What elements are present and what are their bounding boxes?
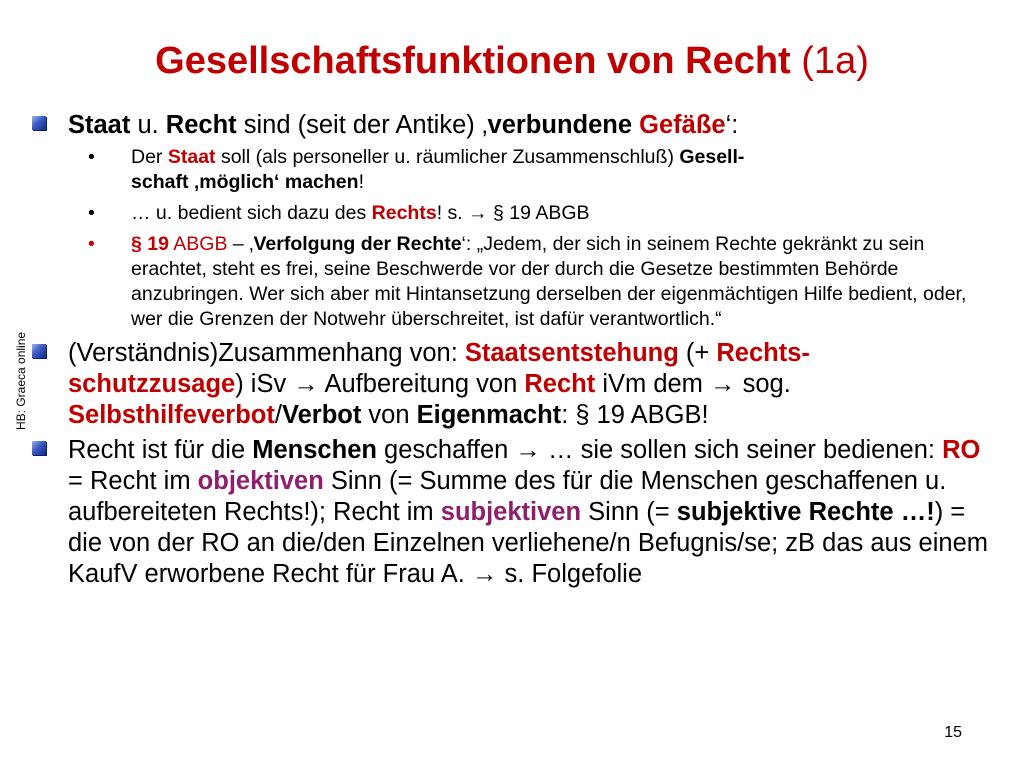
text-gesellschaft: Gesell- schaft ‚möglich‘ machen: [131, 146, 745, 193]
text-fragment: Recht ist für die: [68, 436, 253, 464]
text-gefaesse: Gefäße: [639, 111, 726, 139]
text-fragment: /: [274, 401, 282, 429]
sub-bullet-paragraph-19: [30, 232, 990, 332]
text-fragment: ‘:: [725, 111, 739, 139]
title-main: Gesellschaftsfunktionen von Recht: [155, 40, 791, 82]
text-recht: Recht: [165, 111, 237, 139]
text-fragment: geschaffen → … sie sollen sich seiner bedienen:: [376, 436, 943, 464]
square-bullet-icon: [32, 344, 46, 358]
text-fragment: soll (als personeller u. räumlicher Zusammenschluß): [215, 146, 680, 168]
text-subjektive-rechte: subjektive Rechte …!: [676, 498, 935, 526]
text-fragment: Der: [131, 146, 168, 168]
round-bullet-icon: •: [88, 202, 95, 224]
text-fragment: : § 19 ABGB!: [561, 401, 709, 429]
text-fragment: (Verständnis)Zusammenhang von:: [68, 339, 465, 367]
text-rechts: Rechts: [371, 202, 437, 224]
text-fragment: sind (seit der Antike) ‚: [236, 111, 488, 139]
text-abgb: ABGB: [168, 233, 228, 255]
text-fragment: ) = die von der RO an die/den Einzelnen verliehene/n Befugnis/se; zB das aus einem KaufV erworbene Recht für Frau A. → s. Folgefolie: [68, 498, 988, 588]
content-body: [30, 110, 990, 594]
text-fragment: iVm dem → sog.: [595, 370, 791, 398]
sub-bullet-rechts: [30, 201, 990, 226]
text-paragraph: § 19: [131, 233, 169, 255]
square-bullet-icon: [32, 441, 46, 455]
round-bullet-icon: •: [88, 146, 95, 168]
text-selbsthilfeverbot: Selbsthilfeverbot: [68, 401, 275, 429]
text-staat: Staat: [167, 146, 216, 168]
text-fragment: Sinn (= Summe des für die Menschen geschaffenen u. aufbereiteten Rechts!); Recht im: [68, 467, 947, 526]
slide-number: 15: [944, 724, 962, 741]
text-staatsentstehung: Staatsentstehung: [464, 339, 679, 367]
text-fragment: ! s. → § 19 ABGB: [436, 202, 590, 224]
text-fragment: von: [361, 401, 417, 429]
bullet-zusammenhang: [30, 338, 990, 431]
text-verbundene: verbundene: [487, 111, 640, 139]
title-suffix: (1a): [801, 40, 869, 82]
text-verfolgung: Verfolgung der Rechte: [253, 233, 462, 255]
text-recht: Recht: [524, 370, 596, 398]
text-ro: RO: [942, 436, 981, 464]
text-menschen: Menschen: [252, 436, 377, 464]
round-bullet-icon: •: [88, 233, 95, 255]
text-subjektiven: subjektiven: [440, 498, 582, 526]
text-verbot: Verbot: [281, 401, 362, 429]
text-staat: Staat: [68, 111, 131, 139]
text-fragment: – ‚: [227, 233, 254, 255]
text-eigenmacht: Eigenmacht: [416, 401, 562, 429]
text-fragment: ) iSv → Aufbereitung von: [235, 370, 525, 398]
text-objektiven: objektiven: [197, 467, 324, 495]
text-quote: ‘: „Jedem, der sich in seinem Rechte gekränkt zu sein erachtet, steht es frei, seine Beschwerde vor der durch die Gesetze bestimmten Behörde anzubringen. Wer sich aber mit Hintansetzung derselben der eigenmächtigen Hilfe bedient, oder, wer die Grenzen der Notwehr überschreitet, ist dafür verantwortlich.“: [131, 233, 967, 330]
text-fragment: (+: [678, 339, 717, 367]
square-bullet-icon: [32, 116, 46, 130]
sub-bullet-staat-soll: [30, 145, 990, 195]
text-rechtsschutzzusage: Rechts- schutzzusage: [68, 339, 810, 398]
slide-title: [0, 40, 1024, 83]
text-fragment: u.: [130, 111, 166, 139]
bullet-staat-recht: [30, 110, 990, 141]
text-fragment: = Recht im: [68, 467, 198, 495]
text-fragment: Sinn (=: [581, 498, 677, 526]
text-fragment: !: [358, 171, 364, 193]
text-fragment: … u. bedient sich dazu des: [131, 202, 372, 224]
bullet-recht-menschen: [30, 435, 990, 590]
side-label: HB: Graeca online: [14, 331, 28, 430]
